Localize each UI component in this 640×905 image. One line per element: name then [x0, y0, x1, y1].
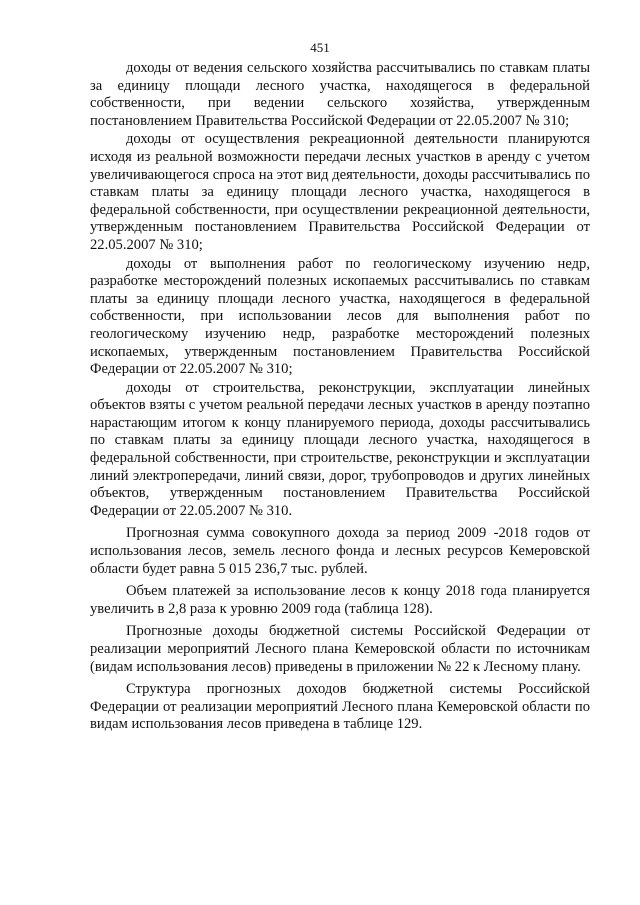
- page-number: 451: [310, 40, 330, 55]
- paragraph-total-income: Прогнозная сумма совокупного дохода за период 2009 -2018 годов от использования лесов, земель лесного фонда и лесных ресурсов Кемеровской области будет равна 5 015 236,7 тыс. рублей.: [90, 525, 590, 577]
- paragraph-geology-income: доходы от выполнения работ по геологическому изучению недр, разработке месторождений полезных ископаемых рассчитывались по ставкам платы за единицу площади лесного участка, находящегося в федеральной собственности, при использовании лесов для выполнения работ по геологическому изучению недр, разработке месторождений полезных ископаемых, утвержденным постановлением Правительства Российской Федерации от 22.05.2007 № 310;: [90, 255, 590, 378]
- document-body: [90, 60, 590, 735]
- paragraph-linear-objects-income: доходы от строительства, реконструкции, эксплуатации линейных объектов взяты с учетом реальной передачи лесных участков в аренду поэтапно нарастающим итогом к концу планируемого периода, доходы рассчитывались по ставкам платы за единицу площади лесного участка, находящегося в федеральной собственности, при строительстве, реконструкции и эксплуатации линий электропередачи, линий связи, дорог, трубопроводов и других линейных объектов, утвержденным постановлением Правительства Российской Федерации от 22.05.2007 № 310.: [90, 379, 590, 519]
- paragraph-recreation-income: доходы от осуществления рекреационной деятельности планируются исходя из реальной возможности передачи лесных участков в аренду с учетом увеличивающегося спроса на этот вид деятельности, доходы рассчитывались по ставкам платы за единицу площади лесного участка, находящегося в федеральной собственности, при осуществлении рекреационной деятельности, утвержденным постановлением Правительства Российской Федерации от 22.05.2007 № 310;: [90, 131, 590, 253]
- paragraph-payments-growth: Объем платежей за использование лесов к концу 2018 года планируется увеличить в 2,8 раза к уровню 2009 года (таблица 128).: [90, 583, 590, 617]
- paragraph-budget-income-structure: Структура прогнозных доходов бюджетной системы Российской Федерации от реализации мероприятий Лесного плана Кемеровской области по видам использования лесов приведена в таблице 129.: [90, 681, 590, 733]
- paragraph-budget-income-sources: Прогнозные доходы бюджетной системы Российской Федерации от реализации мероприятий Лесного плана Кемеровской области по источникам (видам использования лесов) приведены в приложении № 22 к Лесному плану.: [90, 623, 590, 675]
- paragraph-agriculture-income: доходы от ведения сельского хозяйства рассчитывались по ставкам платы за единицу площади лесного участка, находящегося в федеральной собственности, при ведении сельского хозяйства, утвержденным постановлением Правительства Российской Федерации от 22.05.2007 № 310;: [90, 60, 590, 129]
